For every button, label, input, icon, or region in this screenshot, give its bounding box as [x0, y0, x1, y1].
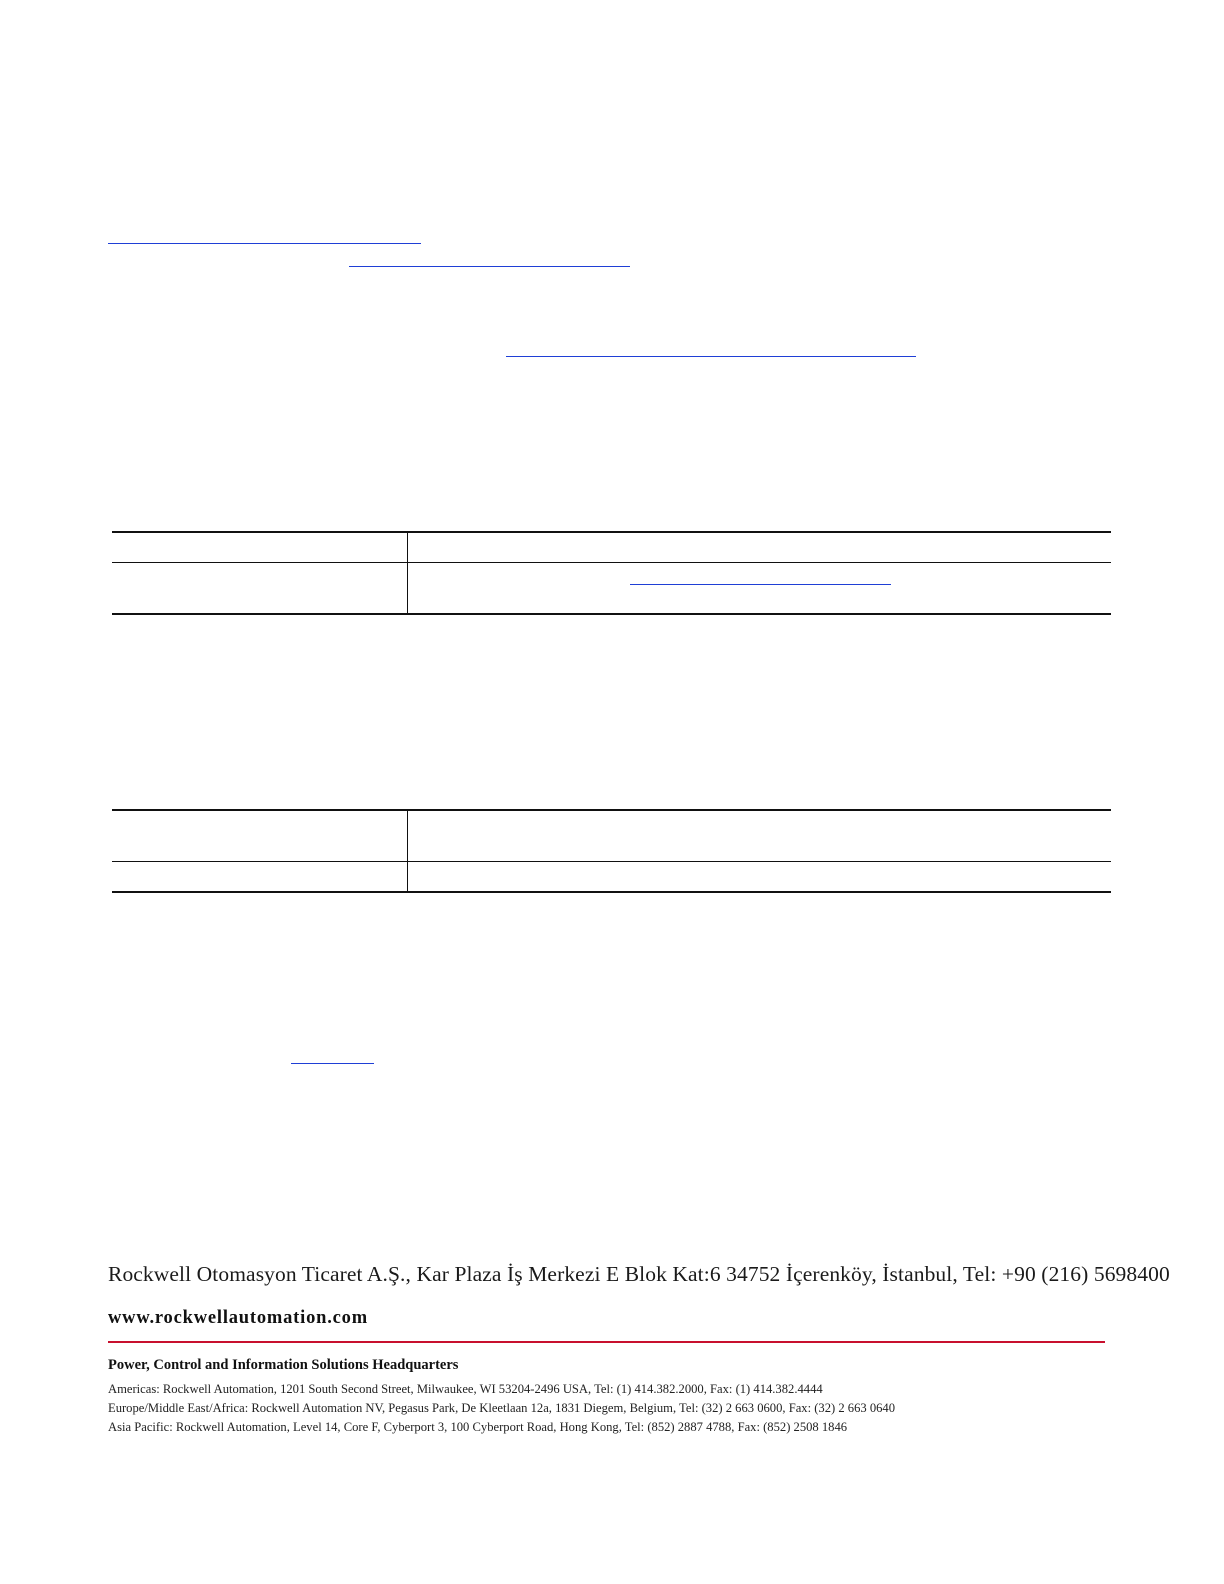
hyperlink-underline-1[interactable] — [108, 243, 421, 244]
americas-address: Americas: Rockwell Automation, 1201 South Second Street, Milwaukee, WI 53204-2496 USA, Tel: (1) 414.382.2000, Fax: (1) 414.382.4444 — [108, 1382, 823, 1396]
table-2-column-divider — [407, 811, 408, 891]
brand-divider — [108, 1341, 1105, 1343]
table-1-hyperlink-underline[interactable] — [630, 584, 891, 585]
table-2-top-rule — [112, 809, 1111, 811]
table-1-bottom-rule — [112, 613, 1111, 615]
table-2-bottom-rule — [112, 891, 1111, 893]
table-1-column-divider — [407, 533, 408, 613]
emea-address: Europe/Middle East/Africa: Rockwell Automation NV, Pegasus Park, De Kleetlaan 12a, 1831 Diegem, Belgium, Tel: (32) 2 663 0600, Fax: (32) 2 663 0640 — [108, 1401, 896, 1415]
table-1-top-rule — [112, 531, 1111, 533]
table-1-header-rule — [112, 562, 1111, 563]
headquarters-title: Power, Control and Information Solutions Headquarters — [108, 1357, 459, 1373]
hyperlink-underline-2[interactable] — [349, 266, 630, 267]
hyperlink-underline-4[interactable] — [291, 1063, 374, 1064]
website-link[interactable]: www.rockwellautomation.com — [108, 1308, 368, 1328]
table-1 — [112, 531, 1111, 615]
hyperlink-underline-3[interactable] — [506, 356, 916, 357]
table-2 — [112, 809, 1111, 893]
turkey-office-address: Rockwell Otomasyon Ticaret A.Ş., Kar Plaza İş Merkezi E Blok Kat:6 34752 İçerenköy, İstanbul, Tel: +90 (216) 5698400 — [108, 1262, 1170, 1286]
asia-pacific-address: Asia Pacific: Rockwell Automation, Level 14, Core F, Cyberport 3, 100 Cyberport Road, Hong Kong, Tel: (852) 2887 4788, Fax: (852) 2508 1846 — [108, 1420, 848, 1434]
table-2-row-rule — [112, 861, 1111, 862]
